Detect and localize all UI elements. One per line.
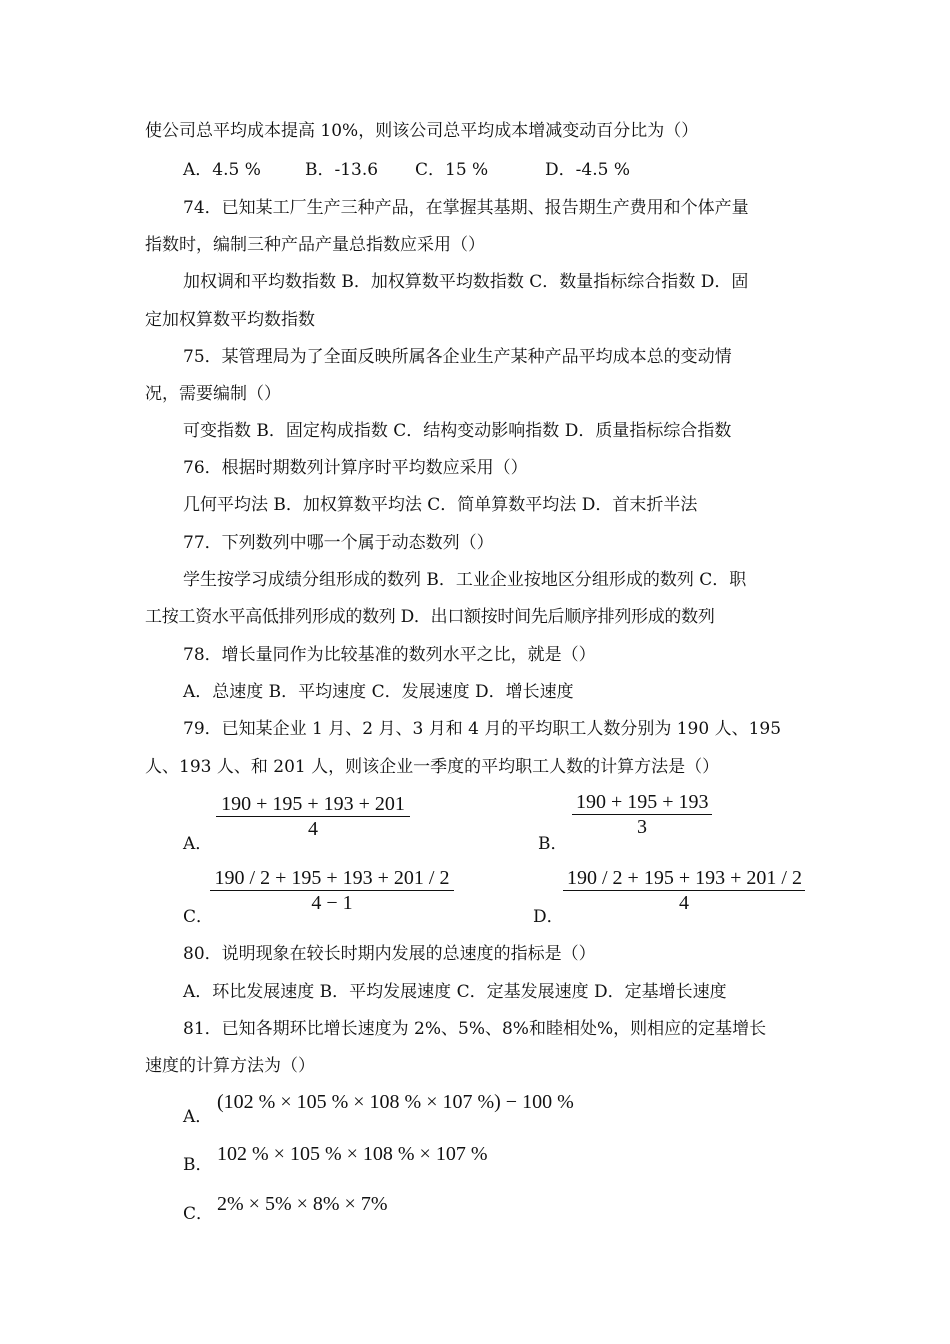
denominator: 4 [308, 818, 318, 840]
q79-option-b-label: B． [538, 834, 568, 854]
text-line: 况，需要编制（） [145, 384, 281, 404]
numerator: 190 + 195 + 193 + 201 [221, 793, 405, 815]
q81-option-a-label: A． [183, 1107, 213, 1127]
q74-options: 加权调和平均数指数 B．加权算数平均数指数 C．数量指标综合指数 D．固 [183, 272, 749, 292]
q76-options: 几何平均法 B．加权算数平均法 C．简单算数平均法 D．首末折半法 [183, 495, 698, 515]
question-77: 77．下列数列中哪一个属于动态数列（） [183, 533, 494, 553]
text-line: 速度的计算方法为（） [145, 1056, 315, 1076]
numerator: 190 + 195 + 193 [576, 791, 709, 813]
denominator: 4 [679, 892, 689, 914]
question-79: 79．已知某企业 1 月、2 月、3 月和 4 月的平均职工人数分别为 190 人、195 [183, 719, 782, 739]
text-line: 工按工资水平高低排列形成的数列 D．出口额按时间先后顺序排列形成的数列 [145, 607, 715, 627]
q79-option-a-formula [216, 792, 410, 841]
denominator: 3 [637, 816, 647, 838]
option-d: D．-4.5 % [545, 160, 630, 180]
q81-option-b-label: B． [183, 1155, 213, 1175]
text-line: 人、193 人、和 201 人，则该企业一季度的平均职工人数的计算方法是（） [145, 757, 720, 777]
question-76: 76．根据时期数列计算序时平均数应采用（） [183, 458, 528, 478]
question-78: 78．增长量同作为比较基准的数列水平之比，就是（） [183, 645, 596, 665]
q80-options: A．环比发展速度 B．平均发展速度 C．定基发展速度 D．定基增长速度 [183, 982, 727, 1002]
text-line: 指数时，编制三种产品产量总指数应采用（） [145, 235, 485, 255]
option-a: A．4.5 % [183, 160, 261, 180]
q78-options: A．总速度 B．平均速度 C．发展速度 D．增长速度 [183, 682, 574, 702]
q79-option-d-formula [563, 866, 805, 915]
q79-option-b-formula [572, 790, 712, 839]
question-75: 75．某管理局为了全面反映所属各企业生产某种产品平均成本总的变动情 [183, 347, 732, 367]
q79-option-c-formula [210, 866, 454, 915]
text-line: 定加权算数平均数指数 [145, 310, 315, 330]
q81-option-b-formula: 102 % × 105 % × 108 % × 107 % [217, 1143, 488, 1165]
question-74: 74．已知某工厂生产三种产品，在掌握其基期、报告期生产费用和个体产量 [183, 198, 749, 218]
option-b: B．-13.6 [305, 160, 379, 180]
q79-option-c-label: C． [183, 907, 214, 927]
question-81: 81．已知各期环比增长速度为 2%、5%、8%和睦相处%，则相应的定基增长 [183, 1019, 767, 1039]
q81-option-c-label: C． [183, 1204, 214, 1224]
q81-option-c-formula: 2% × 5% × 8% × 7% [217, 1193, 388, 1215]
q79-option-d-label: D． [533, 907, 564, 927]
q81-option-a-formula: (102 % × 105 % × 108 % × 107 %) − 100 % [217, 1091, 574, 1113]
q79-option-a-label: A． [183, 834, 213, 854]
q77-options: 学生按学习成绩分组形成的数列 B．工业企业按地区分组形成的数列 C．职 [183, 570, 747, 590]
option-c: C．15 % [415, 160, 489, 180]
q73-options [183, 159, 815, 181]
numerator: 190 / 2 + 195 + 193 + 201 / 2 [567, 867, 802, 889]
numerator: 190 / 2 + 195 + 193 + 201 / 2 [214, 867, 450, 889]
denominator: 4 − 1 [311, 892, 353, 914]
q75-options: 可变指数 B．固定构成指数 C．结构变动影响指数 D．质量指标综合指数 [183, 421, 732, 441]
question-80: 80．说明现象在较长时期内发展的总速度的指标是（） [183, 944, 596, 964]
text-line: 使公司总平均成本提高 10%，则该公司总平均成本增减变动百分比为（） [145, 121, 699, 141]
